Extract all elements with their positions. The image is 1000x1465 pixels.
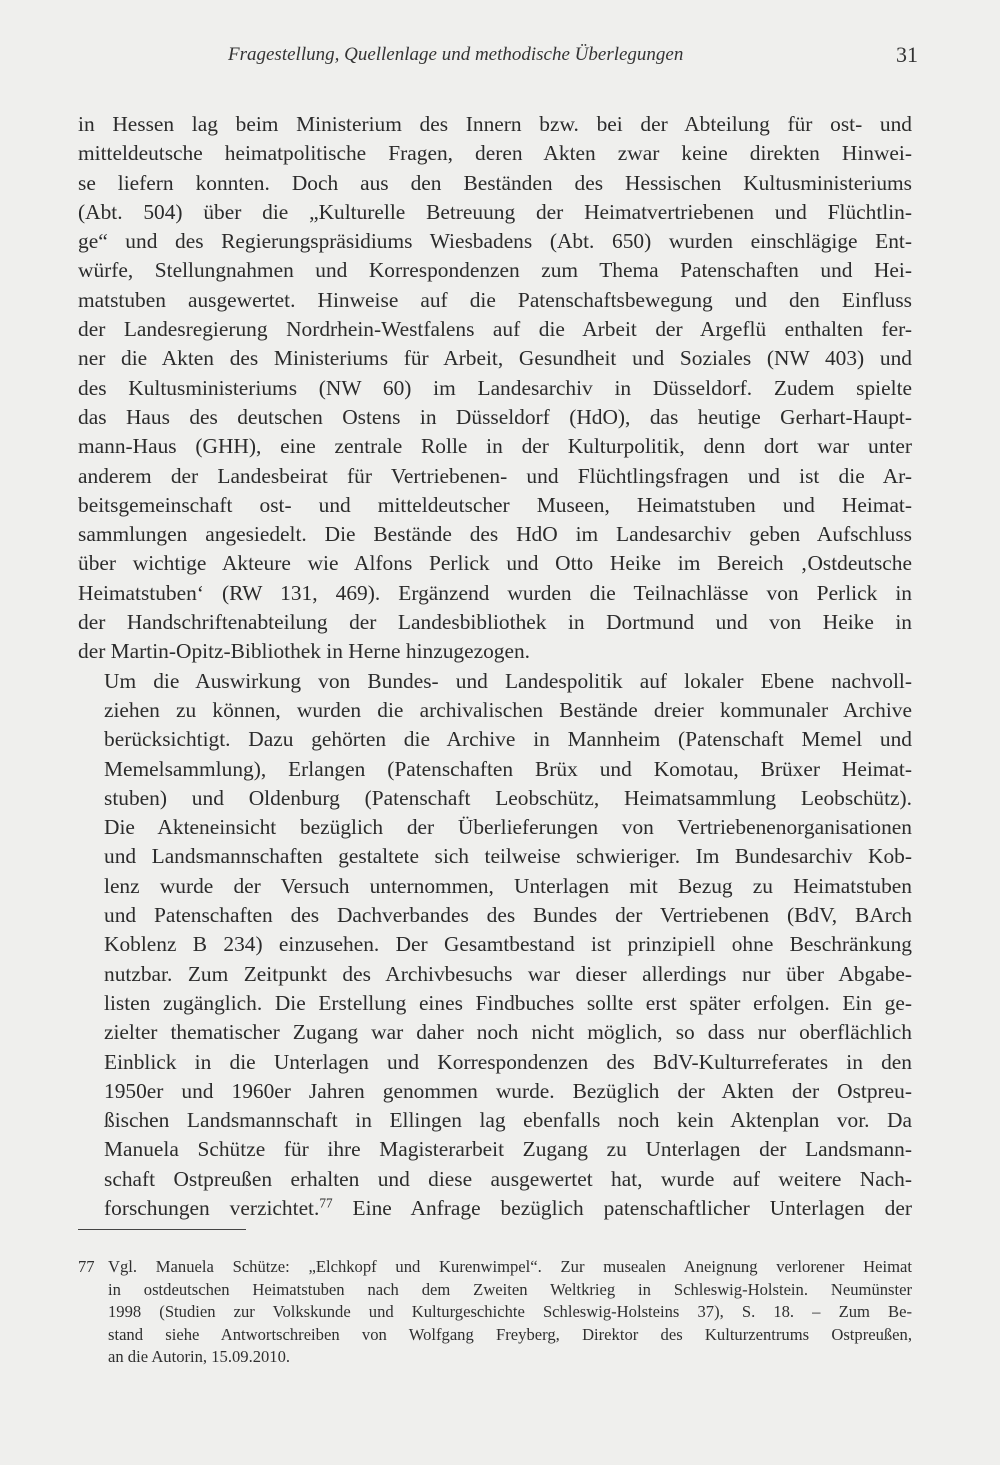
text-line: stand siehe Antwortschreiben von Wolfgang Freyberg, Direktor des Kulturzentrums Ostpreußen, (108, 1324, 912, 1344)
text-line: mitteldeutsche heimatpolitische Fragen, deren Akten zwar keine direkten Hinwei- (78, 141, 912, 166)
text-line: stuben) und Oldenburg (Patenschaft Leobschütz, Heimatsammlung Leobschütz). (104, 785, 912, 810)
text-line: der Handschriftenabteilung der Landesbibliothek in Dortmund und von Heike in (78, 610, 912, 635)
text-line: Die Akteneinsicht bezüglich der Überlieferungen von Vertriebenenorganisationen (104, 815, 912, 840)
text-line: ner die Akten des Ministeriums für Arbeit, Gesundheit und Soziales (NW 403) und (78, 346, 912, 371)
footnote-separator (78, 1229, 246, 1230)
footnote-reference[interactable]: 77 (319, 1195, 333, 1211)
text-line: würfe, Stellungnahmen und Korrespondenzen zum Thema Patenschaften und Hei- (78, 258, 912, 283)
text-line: listen zugänglich. Die Erstellung eines Findbuches sollte erst später erfolgen. Ein ge- (104, 990, 912, 1015)
text-line: ßischen Landsmannschaft in Ellingen lag ebenfalls noch kein Aktenplan vor. Da (104, 1108, 912, 1133)
text-line: 1950er und 1960er Jahren genommen wurde. Bezüglich der Akten der Ostpreu- (104, 1078, 912, 1103)
text-line: Koblenz B 234) einzusehen. Der Gesamtbestand ist prinzipiell ohne Beschränkung (104, 932, 912, 957)
running-head: Fragestellung, Quellenlage und methodische Überlegungen (228, 44, 684, 65)
text-line: Heimatstuben‘ (RW 131, 469). Ergänzend wurden die Teilnachlässe von Perlick in (78, 580, 912, 605)
text-line: se liefern konnten. Doch aus den Beständen des Hessischen Kultusministeriums (78, 170, 912, 195)
text-segment: forschungen verzichtet. (104, 1195, 320, 1220)
text-line: lenz wurde der Versuch unternommen, Unterlagen mit Bezug zu Heimatstuben (104, 873, 912, 898)
footnote-77 (78, 1256, 912, 1369)
body-text (78, 110, 912, 1223)
text-line: sammlungen angesiedelt. Die Bestände des HdO im Landesarchiv geben Aufschluss (78, 522, 912, 547)
text-line (78, 1194, 912, 1223)
page-number: 31 (896, 42, 918, 67)
paragraph-1 (78, 110, 912, 667)
text-line: 1998 (Studien zur Volkskunde und Kulturgeschichte Schleswig-Holsteins 37), S. 18. – Zum Be- (108, 1302, 912, 1322)
text-line: nutzbar. Zum Zeitpunkt des Archivbesuchs war dieser allerdings nur über Abgabe- (104, 961, 912, 986)
text-line: Manuela Schütze für ihre Magisterarbeit Zugang zu Unterlagen der Landsmann- (104, 1137, 912, 1162)
text-line: über wichtige Akteure wie Alfons Perlick und Otto Heike im Bereich ‚Ostdeutsche (78, 551, 912, 576)
text-line: berücksichtigt. Dazu gehörten die Archive in Mannheim (Patenschaft Memel und (104, 727, 912, 752)
text-line: mann-Haus (GHH), eine zentrale Rolle in der Kulturpolitik, denn dort war unter (78, 434, 912, 459)
text-line: ziehen zu können, wurden die archivalischen Bestände dreier kommunaler Archive (104, 697, 912, 722)
text-line: und Patenschaften des Dachverbandes des Bundes der Vertriebenen (BdV, BArch (104, 903, 912, 928)
text-line: ge“ und des Regierungspräsidiums Wiesbadens (Abt. 650) wurden einschlägige Ent- (78, 229, 912, 254)
text-line: Memelsammlung), Erlangen (Patenschaften Brüx und Komotau, Brüxer Heimat- (104, 756, 912, 781)
text-line: das Haus des deutschen Ostens in Düsseldorf (HdO), das heutige Gerhart-Haupt- (78, 404, 912, 429)
text-line: Einblick in die Unterlagen und Korrespondenzen des BdV-Kulturreferates in den (104, 1049, 912, 1074)
page-header (78, 44, 918, 78)
text-line: in Hessen lag beim Ministerium des Innern bzw. bei der Abteilung für ost- und (78, 112, 912, 136)
text-line: an die Autorin, 15.09.2010. (108, 1347, 291, 1367)
footnote-body (108, 1256, 912, 1369)
text-line: beitsgemeinschaft ost- und mitteldeutscher Museen, Heimatstuben und Heimat- (78, 492, 912, 517)
text-line: Vgl. Manuela Schütze: „Elchkopf und Kurenwimpel“. Zur musealen Aneignung verlorener Heimat (108, 1257, 912, 1276)
footnote-number: 77 (78, 1257, 95, 1276)
text-line: in ostdeutschen Heimatstuben nach dem Zweiten Weltkrieg in Schleswig-Holstein. Neumünster (108, 1279, 912, 1299)
text-line: anderem der Landesbeirat für Vertriebenen- und Flüchtlingsfragen und ist die Ar- (78, 463, 912, 488)
text-line: des Kultusministeriums (NW 60) im Landesarchiv in Düsseldorf. Zudem spielte (78, 375, 912, 400)
paragraph-2 (78, 667, 912, 1224)
text-line: (Abt. 504) über die „Kulturelle Betreuung der Heimatvertriebenen und Flüchtlin- (78, 199, 912, 224)
text-line: Um die Auswirkung von Bundes- und Landespolitik auf lokaler Ebene nachvoll- (104, 668, 912, 693)
text-line: der Martin-Opitz-Bibliothek in Herne hinzugezogen. (78, 639, 531, 664)
text-line: und Landsmannschaften gestaltete sich teilweise schwieriger. Im Bundesarchiv Kob- (104, 844, 912, 869)
text-line: schaft Ostpreußen erhalten und diese ausgewertet hat, wurde auf weitere Nach- (104, 1166, 912, 1191)
text-line: der Landesregierung Nordrhein-Westfalens auf die Arbeit der Argeflü enthalten fer- (78, 317, 912, 342)
text-segment: Eine Anfrage bezüglich patenschaftlicher Unterlagen der (332, 1195, 912, 1220)
text-line: matstuben ausgewertet. Hinweise auf die Patenschaftsbewegung und den Einfluss (78, 287, 912, 312)
text-line: zielter thematischer Zugang war daher noch nicht möglich, so dass nur oberflächlich (104, 1020, 912, 1045)
